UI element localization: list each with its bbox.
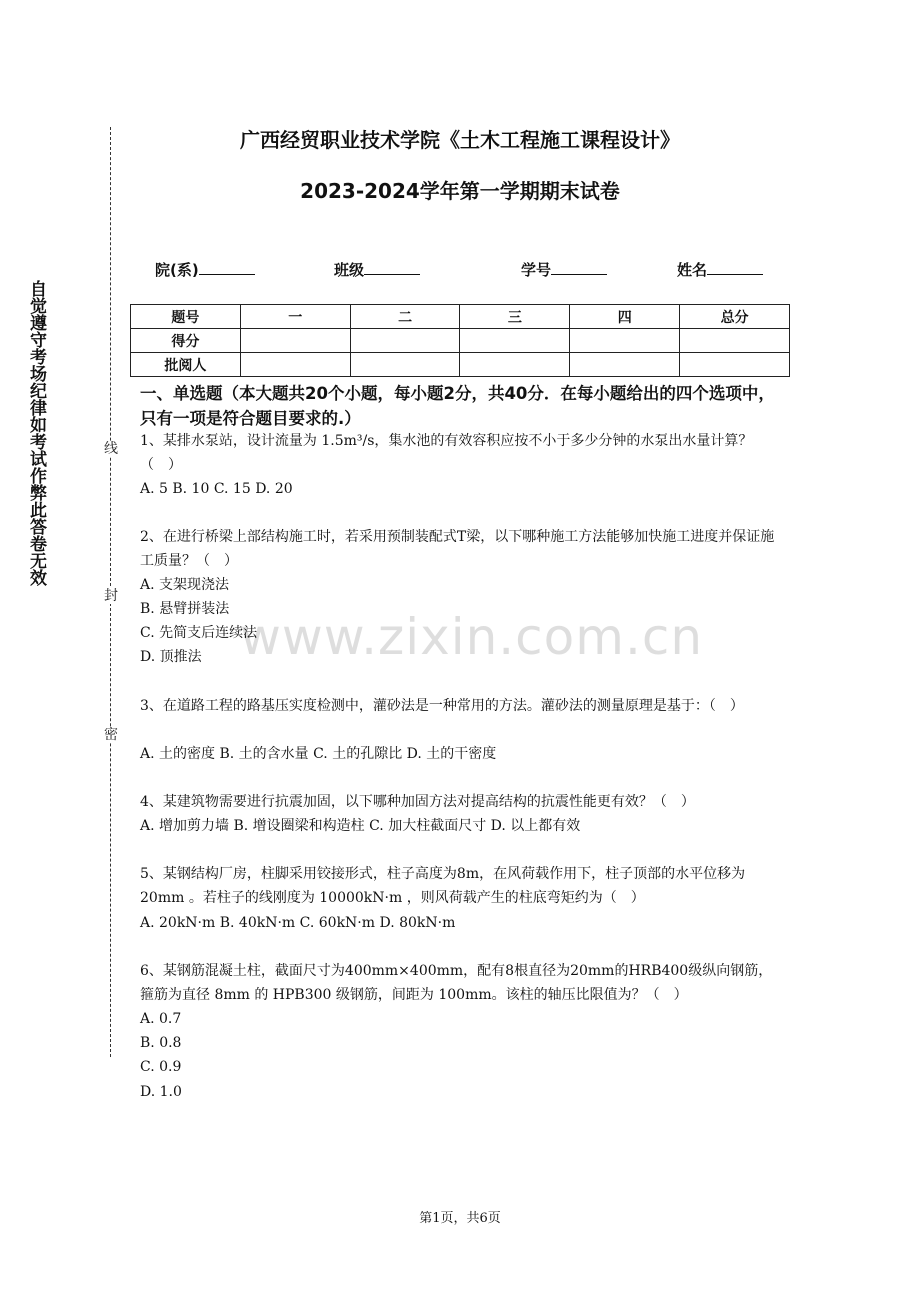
table-cell[interactable]: [240, 353, 350, 377]
section-heading: 一、单选题（本大题共20个小题，每小题2分，共40分．在每小题给出的四个选项中，只有一项是符合题目要求的.）: [140, 384, 775, 428]
student-info-row: [0, 259, 920, 281]
table-cell: 一: [240, 305, 350, 329]
info-name: [677, 259, 763, 280]
score-table-grader-row: [131, 353, 790, 377]
question-2-stem: 2、在进行桥梁上部结构施工时，若采用预制装配式T梁，以下哪种施工方法能够加快施工进度并保证施工质量？（ ）: [140, 529, 775, 569]
question-4-options: A. 增加剪力墙 B. 增设圈梁和构造柱 C. 加大柱截面尺寸 D. 以上都有效: [140, 818, 581, 834]
table-cell[interactable]: [240, 329, 350, 353]
exam-title-line1: 广西经贸职业技术学院《土木工程施工课程设计》: [240, 128, 680, 152]
page-footer: 第1页，共6页: [419, 1211, 501, 1226]
question-2-option-c: C. 先简支后连续法: [140, 625, 258, 641]
binding-mark-feng: 封: [104, 588, 118, 604]
table-cell[interactable]: [350, 329, 460, 353]
info-label: 姓名: [677, 261, 708, 279]
watermark: www.zixin.com.cn: [240, 608, 704, 666]
question-6-option-c: C. 0.9: [140, 1059, 182, 1075]
table-cell: 题号: [131, 305, 241, 329]
question-1-options: A. 5 B. 10 C. 15 D. 20: [140, 481, 293, 497]
table-cell: 批阅人: [131, 353, 241, 377]
table-cell[interactable]: [460, 353, 570, 377]
table-cell[interactable]: [570, 329, 680, 353]
question-6-option-b: B. 0.8: [140, 1035, 182, 1051]
table-cell[interactable]: [570, 353, 680, 377]
table-cell[interactable]: [680, 329, 790, 353]
question-2-option-d: D. 顶推法: [140, 649, 202, 665]
table-cell: 总分: [680, 305, 790, 329]
exam-title-line2: 2023-2024学年第一学期期末试卷: [300, 179, 620, 203]
table-cell[interactable]: [460, 329, 570, 353]
table-cell[interactable]: [350, 353, 460, 377]
class-blank[interactable]: [364, 260, 420, 275]
department-blank[interactable]: [199, 260, 255, 275]
binding-notice: 自觉遵守考场纪律如考试作弊此答卷无效: [26, 280, 46, 586]
question-5-options: A. 20kN·m B. 40kN·m C. 60kN·m D. 80kN·m: [140, 915, 456, 931]
info-student-id: [521, 259, 607, 280]
question-3-stem: 3、在道路工程的路基压实度检测中，灌砂法是一种常用的方法。灌砂法的测量原理是基于：（ ）: [140, 698, 744, 714]
question-2-option-b: B. 悬臂拼装法: [140, 601, 230, 617]
table-cell: 得分: [131, 329, 241, 353]
question-6-option-d: D. 1.0: [140, 1084, 182, 1100]
question-6-stem: 6、某钢筋混凝土柱，截面尺寸为400mm×400mm，配有8根直径为20mm的HRB400级纵向钢筋，箍筋为直径 8mm 的 HPB300 级钢筋，间距为 100mm。该柱的轴压比限值为？（ ）: [140, 963, 773, 1003]
info-class: [334, 259, 420, 280]
student-id-blank[interactable]: [551, 260, 607, 275]
score-table-score-row: [131, 329, 790, 353]
table-cell[interactable]: [680, 353, 790, 377]
name-blank[interactable]: [707, 260, 763, 275]
table-cell: 四: [570, 305, 680, 329]
score-table-header-row: [131, 305, 790, 329]
question-2-option-a: A. 支架现浇法: [140, 577, 230, 593]
question-4-stem: 4、某建筑物需要进行抗震加固，以下哪种加固方法对提高结构的抗震性能更有效？（ ）: [140, 794, 695, 810]
question-3-options: A. 土的密度 B. 土的含水量 C. 土的孔隙比 D. 土的干密度: [140, 746, 497, 762]
binding-mark-mi: 密: [104, 727, 118, 743]
info-label: 班级: [334, 261, 365, 279]
info-label: 院(系): [155, 261, 199, 279]
question-5-stem: 5、某钢结构厂房，柱脚采用铰接形式，柱子高度为8m，在风荷载作用下，柱子顶部的水平位移为 20mm 。若柱子的线刚度为 10000kN·m ，则风荷载产生的柱底弯矩约为（ ）: [140, 866, 746, 906]
binding-mark-xian: 线: [104, 441, 118, 457]
question-6-option-a: A. 0.7: [140, 1011, 182, 1027]
score-table: [130, 304, 790, 377]
question-1-stem: 1、某排水泵站，设计流量为 1.5m³/s，集水池的有效容积应按不小于多少分钟的水泵出水量计算？（ ）: [140, 433, 753, 473]
table-cell: 二: [350, 305, 460, 329]
table-cell: 三: [460, 305, 570, 329]
info-department: [155, 259, 255, 280]
info-label: 学号: [521, 261, 552, 279]
